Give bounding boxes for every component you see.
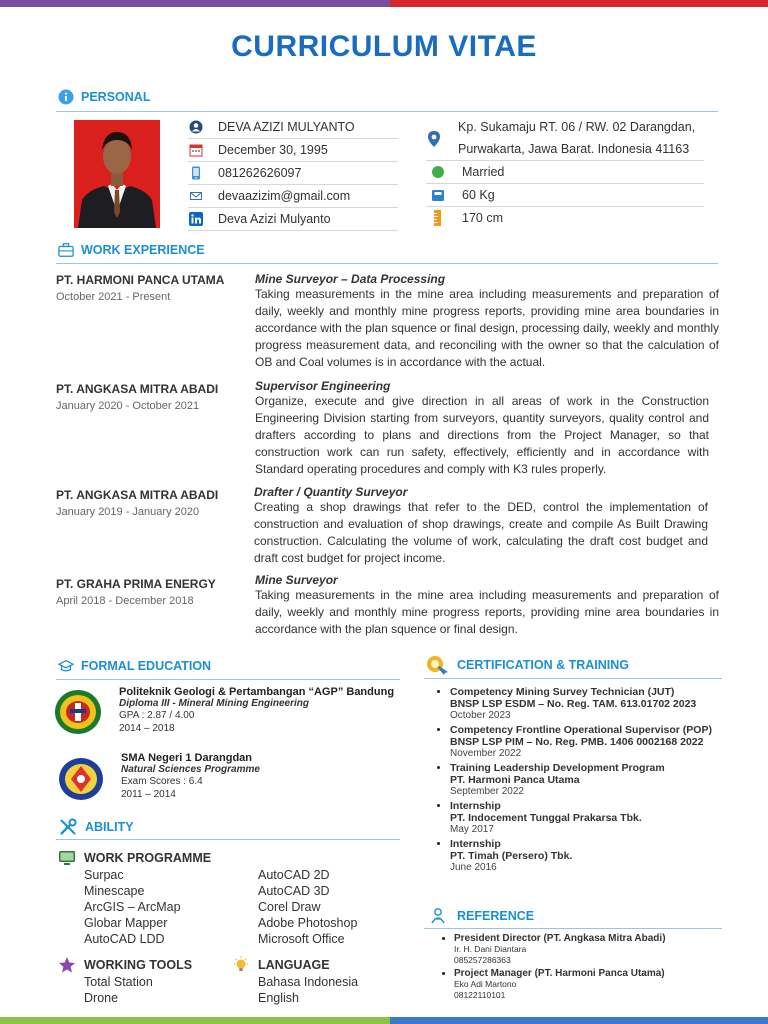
certification-list bbox=[430, 686, 740, 876]
reference-item: • President Director (PT. Angkasa Mitra Abadi) Ir. H. Dani Diantara 085257286363 bbox=[454, 933, 734, 966]
personal-linkedin-row: Deva Azizi Mulyanto bbox=[188, 208, 398, 231]
education-2 bbox=[121, 752, 401, 801]
personal-address-row bbox=[426, 116, 704, 161]
job-role: Mine Surveyor – Data Processing bbox=[255, 272, 446, 286]
personal-email-row: devaazizim@gmail.com bbox=[188, 185, 398, 208]
language-list bbox=[258, 974, 358, 1006]
personal-phone-row: 081262626097 bbox=[188, 162, 398, 185]
working-tools-list bbox=[84, 974, 153, 1006]
personal-birthdate-row: December 30, 1995 bbox=[188, 139, 398, 162]
skill-item: Adobe Photoshop bbox=[258, 916, 358, 930]
section-certification-heading: CERTIFICATION & TRAINING bbox=[426, 655, 629, 675]
sma-logo bbox=[58, 757, 104, 806]
school-program: Natural Sciences Programme bbox=[121, 764, 260, 775]
agp-logo bbox=[54, 689, 102, 740]
job-dates: January 2019 - January 2020 bbox=[56, 506, 200, 518]
school-name: Politeknik Geologi & Pertambangan “AGP” Bandung bbox=[119, 686, 395, 698]
job-4-detail bbox=[255, 573, 719, 638]
skill-item: AutoCAD 2D bbox=[258, 868, 330, 882]
school-name: SMA Negeri 1 Darangdan bbox=[121, 752, 253, 764]
skill-item: Microsoft Office bbox=[258, 932, 345, 946]
job-company: PT. ANGKASA MITRA ABADI bbox=[56, 488, 219, 502]
job-company: PT. HARMONI PANCA UTAMA bbox=[56, 273, 225, 287]
reference-list bbox=[434, 933, 734, 1001]
job-3-detail bbox=[254, 485, 708, 567]
personal-marital-row: Married bbox=[426, 161, 704, 184]
calendar-icon bbox=[188, 142, 204, 158]
language-item: Bahasa Indonesia bbox=[258, 975, 359, 989]
job-dates: October 2021 - Present bbox=[56, 291, 171, 303]
work-programme-col1 bbox=[84, 867, 181, 947]
job-4-meta bbox=[56, 577, 246, 607]
weight-icon bbox=[430, 187, 446, 203]
address-line-1: Kp. Sukamaju RT. 06 / RW. 02 Darangdan, bbox=[458, 120, 696, 134]
skill-item: Surpac bbox=[84, 868, 124, 882]
job-2-meta bbox=[56, 382, 246, 412]
school-score: GPA : 2.87 / 4.00 bbox=[119, 710, 195, 721]
section-rule bbox=[56, 839, 400, 840]
lightbulb-icon bbox=[232, 956, 250, 974]
skill-item: AutoCAD 3D bbox=[258, 884, 330, 898]
height-icon bbox=[430, 210, 446, 226]
language-item: English bbox=[258, 991, 299, 1005]
tool-item: Total Station bbox=[84, 975, 153, 989]
skill-item: AutoCAD LDD bbox=[84, 932, 165, 946]
skill-item: Globar Mapper bbox=[84, 916, 168, 930]
section-rule bbox=[56, 111, 718, 112]
skill-item: Corel Draw bbox=[258, 900, 321, 914]
tools-icon bbox=[58, 818, 78, 836]
work-programme-col2 bbox=[258, 867, 357, 947]
language-heading: LANGUAGE bbox=[232, 956, 330, 974]
job-2-detail bbox=[255, 379, 709, 478]
personal-left-list bbox=[188, 116, 398, 231]
reference-item: • Project Manager (PT. Harmoni Panca Utama) Eko Adi Martono 08122110101 bbox=[454, 968, 734, 1001]
top-color-bar bbox=[0, 0, 768, 7]
work-programme-heading: WORK PROGRAMME bbox=[58, 849, 211, 867]
location-pin-icon bbox=[426, 130, 442, 160]
job-company: PT. GRAHA PRIMA ENERGY bbox=[56, 577, 216, 591]
job-description: Taking measurements in the mine area including measurements and preparation of daily, weekly and monthly mine progress reports, providing mine area boundaries in accordance with the plan squence or final design. bbox=[255, 588, 719, 636]
tool-item: Drone bbox=[84, 991, 119, 1005]
profile-photo bbox=[74, 120, 160, 228]
job-company: PT. ANGKASA MITRA ABADI bbox=[56, 382, 219, 396]
phone-icon bbox=[188, 165, 204, 181]
personal-name-row: DEVA AZIZI MULYANTO bbox=[188, 116, 398, 139]
section-ability-heading: ABILITY bbox=[58, 818, 134, 836]
star-icon bbox=[58, 956, 76, 974]
job-dates: January 2020 - October 2021 bbox=[56, 400, 200, 412]
skill-item: Minescape bbox=[84, 884, 145, 898]
job-role: Supervisor Engineering bbox=[255, 379, 391, 393]
cert-item: • Training Leadership Development Program PT. Harmoni Panca Utama September 2022 bbox=[450, 762, 740, 797]
bottom-color-bar bbox=[0, 1017, 768, 1024]
info-icon bbox=[58, 89, 74, 105]
monitor-icon bbox=[58, 849, 76, 867]
section-reference-heading: REFERENCE bbox=[428, 907, 534, 925]
section-rule bbox=[56, 679, 400, 680]
address-line-2: Purwakarta, Jawa Barat. Indonesia 41163 bbox=[458, 142, 690, 156]
section-rule bbox=[424, 678, 722, 679]
people-icon bbox=[428, 907, 448, 925]
job-role: Drafter / Quantity Surveyor bbox=[254, 485, 408, 499]
section-work-heading: WORK EXPERIENCE bbox=[58, 242, 205, 258]
section-education-heading: FORMAL EDUCATION bbox=[58, 658, 211, 674]
cert-item: • Internship PT. Indocement Tunggal Prakarsa Tbk. May 2017 bbox=[450, 800, 740, 835]
cert-item: • Internship PT. Timah (Persero) Tbk. June 2016 bbox=[450, 838, 740, 873]
section-rule bbox=[424, 928, 722, 929]
working-tools-heading: WORKING TOOLS bbox=[58, 956, 192, 974]
school-score: Exam Scores : 6.4 bbox=[121, 776, 203, 787]
job-dates: April 2018 - December 2018 bbox=[56, 595, 194, 607]
person-icon bbox=[188, 119, 204, 135]
personal-right-list bbox=[426, 116, 704, 229]
personal-weight-row: 60 Kg bbox=[426, 184, 704, 207]
page-title: CURRICULUM VITAE bbox=[231, 30, 537, 63]
education-1 bbox=[119, 686, 404, 735]
marital-icon bbox=[430, 164, 446, 180]
school-years: 2014 – 2018 bbox=[119, 723, 175, 734]
job-1-meta bbox=[56, 273, 246, 303]
job-3-meta bbox=[56, 488, 246, 518]
section-personal-heading: PERSONAL bbox=[58, 89, 150, 105]
certificate-icon bbox=[426, 655, 450, 675]
cert-item: • Competency Mining Survey Technician (JUT) BNSP LSP ESDM – No. Reg. TAM. 613.01702 2023 October 2023 bbox=[450, 686, 740, 721]
job-description: Taking measurements in the mine area including measurements and preparation of daily, weekly and monthly mine progress reports, providing mine area boundaries in accordance with the plan squence or final design, processing daily, weekly and monthly progress measurement data, and reconciling with the owner so that the calculation of OB and Coal volumes is in accordance with the actual. bbox=[255, 287, 719, 369]
job-1-detail bbox=[255, 272, 719, 371]
personal-height-row: 170 cm bbox=[426, 207, 704, 229]
job-role: Mine Surveyor bbox=[255, 573, 338, 587]
skill-item: ArcGIS – ArcMap bbox=[84, 900, 181, 914]
cert-item: • Competency Frontline Operational Supervisor (POP) BNSP LSP PIM – No. Reg. PMB. 1406 0002168 2022 November 2022 bbox=[450, 724, 740, 759]
school-program: Diploma III - Mineral Mining Engineering bbox=[119, 698, 310, 709]
section-rule bbox=[56, 263, 718, 264]
email-icon bbox=[188, 188, 204, 204]
briefcase-icon bbox=[58, 242, 74, 258]
school-years: 2011 – 2014 bbox=[121, 789, 176, 800]
linkedin-icon bbox=[188, 211, 204, 227]
job-description: Creating a shop drawings that refer to the DED, control the implementation of construction and evaluation of shop drawings, create and compile As Built Drawing construction. Calculating the volume of work, calculating the draft cost budget and draft cost budget for project income. bbox=[254, 500, 708, 565]
graduation-cap-icon bbox=[58, 658, 74, 674]
job-description: Organize, execute and give direction in all areas of work in the Construction Engineering Division starting from surveyors, quantity surveyors, quality control and drafters according to plans and directions from the Project Manager, so that construction work can run safety, effectively, efficiently and in accordance with Standard operating procedures and comply with K3 rules properly. bbox=[255, 394, 709, 476]
